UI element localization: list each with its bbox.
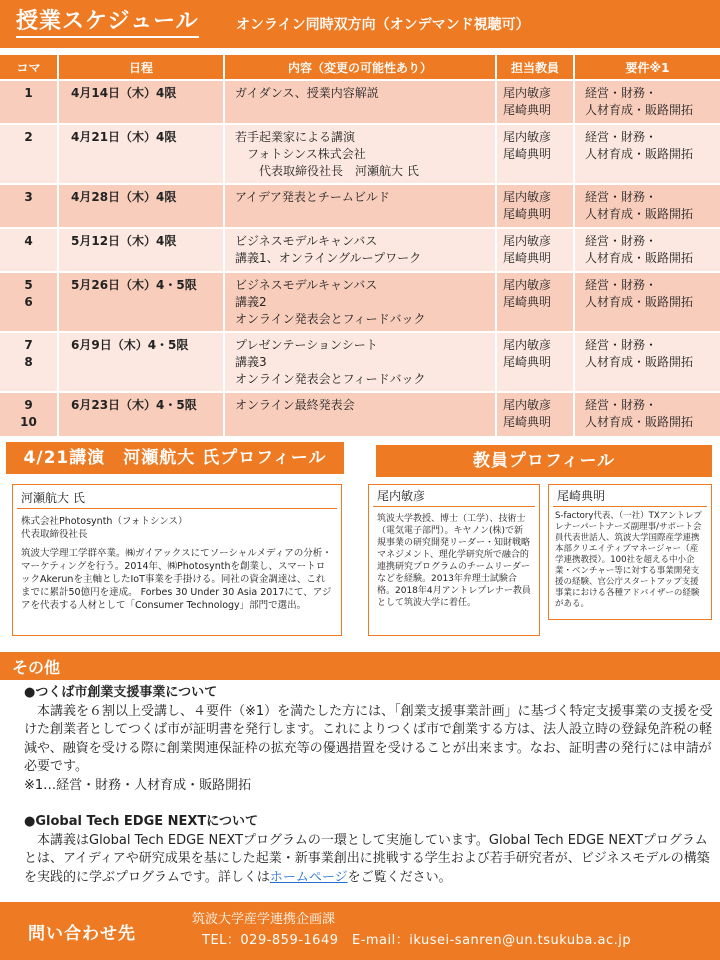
requirements-cell: 経営・財務・ 人材育成・販路開拓 [574,332,720,392]
koma-cell: 5 6 [0,272,58,332]
other-section-header [0,652,720,680]
column-header-content: 内容（変更の可能性あり） [224,55,496,80]
date-cell: 6月9日（木）4・5限 [58,332,224,392]
contact-label: 問い合わせ先 [28,924,136,944]
requirements-cell: 経営・財務・ 人材育成・販路開拓 [574,124,720,184]
other-section-title: その他 [12,658,61,677]
date-cell: 4月28日（木）4限 [58,184,224,228]
gtie-heading: ●Global Tech EDGE NEXTについて [24,814,259,829]
requirements-cell: 経営・財務・ 人材育成・販路開拓 [574,228,720,272]
requirements-cell: 経営・財務・ 人材育成・販路開拓 [574,272,720,332]
content-cell: ビジネスモデルキャンバス 講義2 オンライン発表会とフィードバック [224,272,496,332]
page-subtitle: オンライン同時双方向（オンデマンド視聴可） [236,17,530,33]
tsukuba-note: ※1…経営・財務・人材育成・販路開拓 [24,777,252,793]
ozaki-bio: S-factory代表、（一社）TXアントレプレナーパートナーズ副理事/サポート会員代表世話人、筑波大学国際産学連携本部クリエイティブマネージャー（産学連携教授）。100社を超える中小企業・ベンチャー等に対する事業開発支援の経験、官公庁スタートアップ支援事業における各種アドバイザーの経験がある。 [555,511,702,609]
gtie-paragraph [24,832,714,888]
guest-name: 河瀬航大 氏 [21,491,85,505]
header-bar [0,0,720,48]
requirements-cell: 経営・財務・ 人材育成・販路開拓 [574,184,720,228]
gtie-tail: をご覧ください。 [347,869,452,885]
onai-name: 尾内敏彦 [377,489,426,503]
table-row [0,124,720,184]
tsukuba-heading: ●つくば市創業支援事業について [24,685,218,700]
teachers-cell: 尾内敏彦 尾崎典明 [496,80,574,124]
date-cell: 4月21日（木）4限 [58,124,224,184]
content-cell: ビジネスモデルキャンバス 講義1、オンライングループワーク [224,228,496,272]
table-row [0,228,720,272]
spacer [24,795,714,813]
other-section-body [24,684,714,887]
content-cell: ガイダンス、授業内容解説 [224,80,496,124]
date-cell: 5月12日（木）4限 [58,228,224,272]
guest-profile-banner: 4/21講演 河瀬航大 氏プロフィール [6,442,344,474]
column-header-requirements: 要件※1 [574,55,720,80]
column-header-teachers: 担当教員 [496,55,574,80]
koma-cell: 7 8 [0,332,58,392]
date-cell: 6月23日（木）4・5限 [58,392,224,436]
ozaki-profile-box [548,484,712,620]
guest-bio: 筑波大学理工学群卒業。㈱ガイアックスにてソーシャルメディアの分析・マーケティングを行う。2014年、㈱Photosynthを創業し、スマートロックAkerunを主軸としたIoT事業を手掛ける。同社の資金調達は、これまでに累計50億円を達成。 Forbes 30 Under 30 Asia 2017にて、アジアを代表する人材として「Consumer Technology」部門で選出。 [21,548,332,611]
teachers-cell: 尾内敏彦 尾崎典明 [496,272,574,332]
content-cell: オンライン最終発表会 [224,392,496,436]
koma-cell: 2 [0,124,58,184]
table-row [0,272,720,332]
contact-details: TEL：029-859-1649 E-mail：ikusei-sanren@un.tsukuba.ac.jp [202,933,632,948]
requirements-cell: 経営・財務・ 人材育成・販路開拓 [574,392,720,436]
teachers-cell: 尾内敏彦 尾崎典明 [496,124,574,184]
requirements-cell: 経営・財務・ 人材育成・販路開拓 [574,80,720,124]
table-row [0,392,720,436]
homepage-link[interactable]: ホームページ [269,869,348,885]
table-row [0,332,720,392]
gtie-body: 本講義はGlobal Tech EDGE NEXTプログラムの一環として実施しています。Global Tech EDGE NEXTプログラムとは、アイディアや研究成果を基にした起業・新事業創出に挑戦する学生および若手研究者が、ビジネスモデルの構築を実践的に学ぶプログラムです。詳しくは [24,832,710,885]
content-cell: アイデア発表とチームビルド [224,184,496,228]
teachers-cell: 尾内敏彦 尾崎典明 [496,184,574,228]
content-cell: 若手起業家による講演 フォトシンス株式会社 代表取締役社長 河瀬航大 氏 [224,124,496,184]
koma-cell: 3 [0,184,58,228]
schedule-header-row [0,55,720,80]
footer-bar [0,902,720,960]
column-header-date: 日程 [58,55,224,80]
koma-cell: 1 [0,80,58,124]
table-row [0,184,720,228]
ozaki-name: 尾崎典明 [557,489,606,503]
guest-affiliation: 株式会社Photosynth（フォトシンス） 代表取締役社長 [21,516,188,540]
date-cell: 4月14日（木）4限 [58,80,224,124]
date-cell: 5月26日（木）4・5限 [58,272,224,332]
column-header-koma: コマ [0,55,58,80]
teachers-cell: 尾内敏彦 尾崎典明 [496,392,574,436]
page-title: 授業スケジュール [16,8,199,38]
teachers-cell: 尾内敏彦 尾崎典明 [496,332,574,392]
onai-profile-box [368,484,540,636]
onai-bio: 筑波大学教授、博士（工学）、技術士（電気電子部門）。キヤノン(株)で新規事業の研究開発リーダー・知財戦略マネジメント、理化学研究所で融合的連携研究プログラムのチームリーダーなどを経験。2013年弁理士試験合格。2018年4月アントレプレナー教員として筑波大学に着任。 [377,514,531,608]
koma-cell: 4 [0,228,58,272]
schedule-table [0,55,720,436]
faculty-profile-banner: 教員プロフィール [376,445,712,477]
table-row [0,80,720,124]
teachers-cell: 尾内敏彦 尾崎典明 [496,228,574,272]
tsukuba-body: 本講義を６割以上受講し、４要件（※1）を満たした方には、「創業支援事業計画」に基づく特定支援事業の支援を受けた創業者としてつくば市が証明書を発行します。これによりつくば市で創業する方は、法人設立時の登録免許税の軽減や、融資を受ける際に創業関連保証枠の拡充等の優遇措置を受けることが出来ます。なお、証明書の発行には申請が必要です。 [24,703,713,774]
content-cell: プレゼンテーションシート 講義3 オンライン発表会とフィードバック [224,332,496,392]
guest-profile-box [12,484,342,636]
koma-cell: 9 10 [0,392,58,436]
contact-organization: 筑波大学産学連携企画課 [192,912,336,927]
